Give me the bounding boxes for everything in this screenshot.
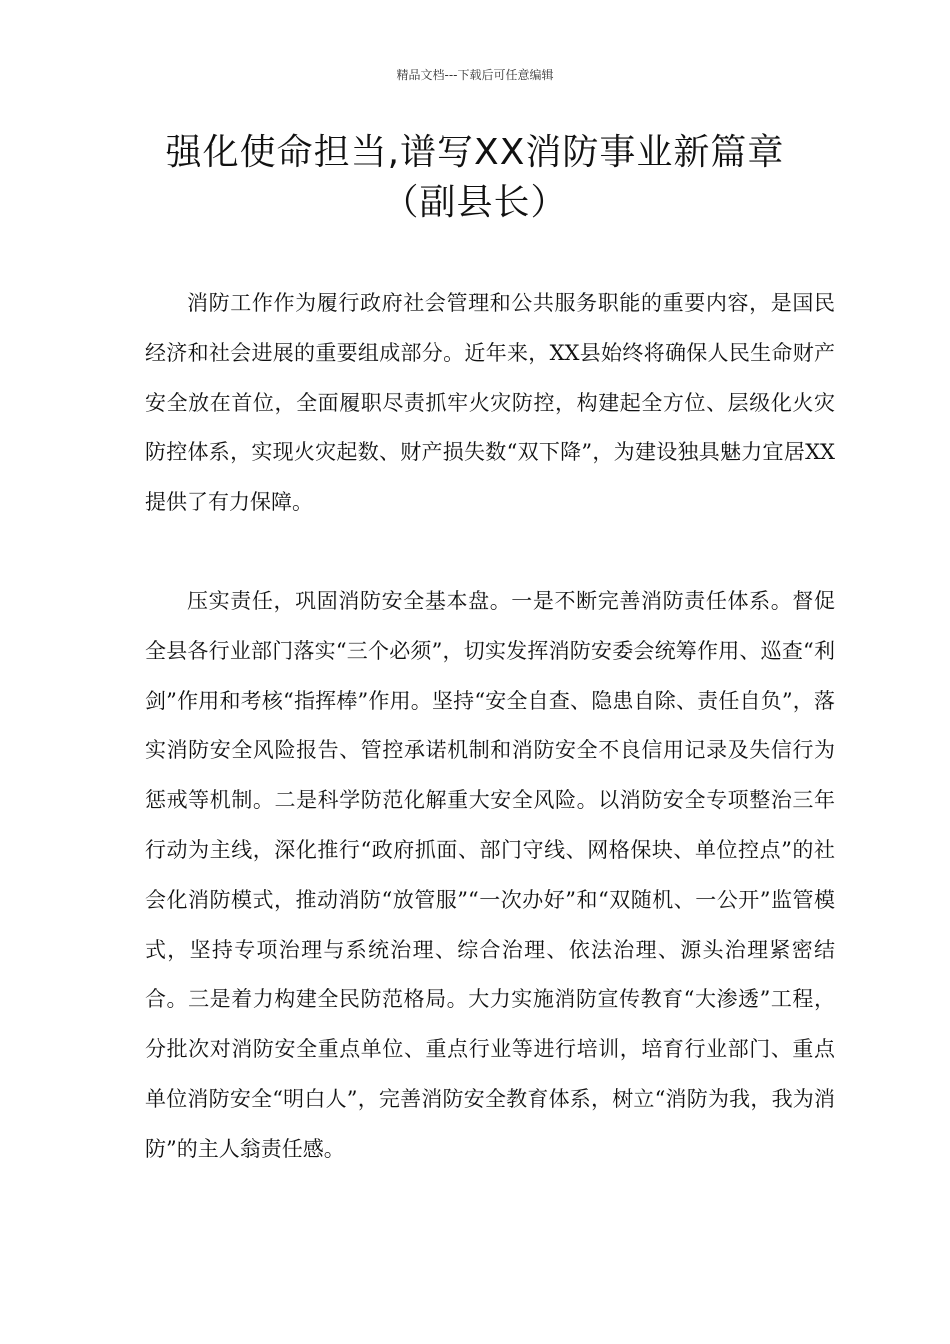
paragraph-text: 压实责任，巩固消防安全基本盘。一是不断完善消防责任体系。督促全县各行业部门落实“三个必须”，切实发挥消防安委会统筹作用、巡查“利剑”作用和考核“指挥棒”作用。坚持“安全自查、隐患自除、责任自负”，落实消防安全风险报告、管控承诺机制和消防安全不良信用记录及失信行为惩戒等机制。二是科学防范化解重大安全风险。以消防安全专项整治三年行动为主线，深化推行“政府抓面、部门守线、网格保块、单位控点”的社会化消防模式，推动消防“放管服”“一次办好”和“双随机、一公开”监管模式，坚持专项治理与系统治理、综合治理、依法治理、源头治理紧密结合。三是着力构建全民防范格局。大力实施消防宣传教育“大渗透”工程，分批次对消防安全重点单位、重点行业等进行培训，培育行业部门、重点单位消防安全“明白人”，完善消防安全教育体系，树立“消防为我，我为消防”的主人翁责任感。 [145, 589, 835, 1161]
paragraph-responsibility [145, 577, 835, 1175]
document-title [60, 128, 890, 228]
header-note: 精品文档---下载后可任意编辑 [396, 68, 554, 82]
title-line-2: （副县长） [382, 182, 568, 223]
title-line-1: 强化使命担当,谱写XX消防事业新篇章 [165, 132, 785, 173]
paragraph-intro [145, 279, 835, 528]
paragraph-text: 消防工作作为履行政府社会管理和公共服务职能的重要内容，是国民经济和社会进展的重要组成部分。近年来，XX县始终将确保人民生命财产安全放在首位，全面履职尽责抓牢火灾防控，构建起全方位、层级化火灾防控体系，实现火灾起数、财产损失数“双下降”，为建设独具魅力宜居XX提供了有力保障。 [145, 291, 835, 515]
